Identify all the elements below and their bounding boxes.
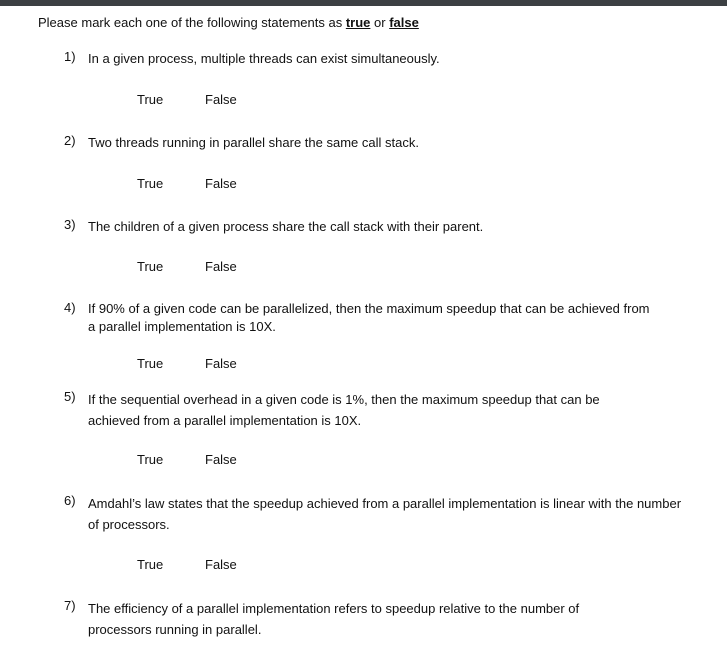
option-true-q2[interactable]: True	[137, 176, 164, 191]
question-number: 4)	[64, 300, 76, 315]
question-text: Amdahl’s law states that the speedup achieved from a parallel implementation is linear with the number of processors.	[88, 496, 682, 532]
option-false-q5[interactable]: False	[205, 452, 237, 467]
question-number: 1)	[64, 49, 76, 64]
option-true-q4[interactable]: True	[137, 356, 164, 371]
question-text: In a given process, multiple threads can exist simultaneously.	[88, 51, 440, 66]
question-number: 6)	[64, 493, 76, 508]
question-text: The efficiency of a parallel implementation refers to speedup relative to the number of processors running in parallel.	[88, 601, 580, 637]
question-text: The children of a given process share the call stack with their parent.	[88, 219, 484, 234]
option-true-q6[interactable]: True	[137, 557, 164, 572]
instruction-prefix: Please mark each one of the following statements as	[38, 15, 346, 30]
instruction-or-word: or	[370, 15, 390, 30]
instruction-true-word: true	[345, 15, 371, 30]
option-false-q3[interactable]: False	[205, 259, 237, 274]
top-bar	[0, 0, 727, 6]
option-true-q1[interactable]: True	[137, 92, 164, 107]
option-false-q4[interactable]: False	[205, 356, 237, 371]
instruction	[38, 15, 419, 30]
option-false-q1[interactable]: False	[205, 92, 237, 107]
question-number: 5)	[64, 389, 76, 404]
question-number: 3)	[64, 217, 76, 232]
question-number: 2)	[64, 133, 76, 148]
question-number: 7)	[64, 598, 76, 613]
option-false-q2[interactable]: False	[205, 176, 237, 191]
option-false-q6[interactable]: False	[205, 557, 237, 572]
option-true-q5[interactable]: True	[137, 452, 164, 467]
question-text: Two threads running in parallel share the same call stack.	[88, 135, 419, 150]
question-text: If 90% of a given code can be parallelized, then the maximum speedup that can be achieved from a parallel implementation is 10X.	[88, 301, 650, 334]
option-true-q3[interactable]: True	[137, 259, 164, 274]
instruction-false-word: false	[389, 15, 419, 30]
question-text: If the sequential overhead in a given code is 1%, then the maximum speedup that can be achieved from a parallel implementation is 10X.	[88, 392, 600, 428]
